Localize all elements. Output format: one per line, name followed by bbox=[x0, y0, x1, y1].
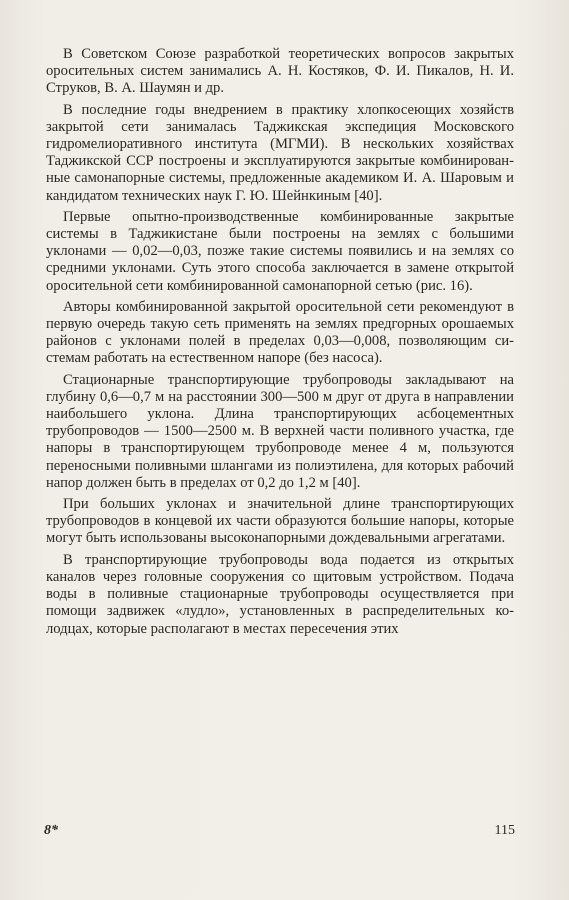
paragraph-5: Стационарные транспортирующие трубопроводы закладывают на глубину 0,6—0,7 м на расстоянии 300—500 м друг от друга в направлении наибольшего уклона. Длина транспортирующих асбоцементных трубопроводов — 1500—2500 м. В верхней части поливного участка, где напоры в транспортирующем трубопроводе менее 4 м, пользуются переносными поливными шлангами из полиэтилена, для которых рабочий напор должен быть в пределах от 0,2 до 1,2 м [40]. bbox=[46, 371, 514, 491]
paragraph-4: Авторы комбинированной закрытой оросительной сети рекомендуют в первую очередь такую сеть применять на землях предгорных орошаемых районов с уклонами полей в пределах 0,03—0,008, позволяющим системам работать на естественном напоре (без насоса). bbox=[46, 298, 514, 367]
page-footer bbox=[44, 823, 515, 839]
page-number: 115 bbox=[494, 823, 515, 838]
paragraph-7: В транспортирующие трубопроводы вода подается из открытых каналов через головные сооружения со щитовым устройством. Подача воды в поливные стационарные трубопроводы осуществляется при помощи задвижек «лудло», установленных в распределительных колодцах, которые располагают в местах пересечения этих bbox=[46, 551, 514, 637]
paragraph-3: Первые опытно-производственные комбинированные закрытые системы в Таджикистане были построены на землях с большими уклонами — 0,02—0,03, позже такие системы появились и на землях со средними уклонами. Суть этого способа заключается в замене открытой оросительной сети комбинированной самонапорной сетью (рис. 16). bbox=[46, 208, 514, 294]
paragraph-6: При больших уклонах и значительной длине транспортирующих трубопроводов в концевой их части образуются большие напоры, которые могут быть использованы высоконапорными дождевальными агрегатами. bbox=[46, 496, 514, 547]
body-text bbox=[46, 46, 514, 642]
paragraph-1: В Советском Союзе разработкой теоретических вопросов закрытых оросительных систем занимались А. Н. Костяков, Ф. И. Пикалов, Н. И. Струков, В. А. Шаумян и др. bbox=[46, 46, 514, 97]
paragraph-2: В последние годы внедрением в практику хлопкосеющих хозяйств закрытой сети занималась Таджикская экспедиция Московского гидромелиоративного института (МГМИ). В нескольких хозяйствах Таджикской ССР построены и эксплуатируются закрытые комбинированные самонапорные системы, предложенные академиком И. А. Шаровым и кандидатом технических наук Г. Ю. Шейнкиным [40]. bbox=[46, 101, 514, 204]
printer-signature: 8* bbox=[44, 823, 58, 838]
